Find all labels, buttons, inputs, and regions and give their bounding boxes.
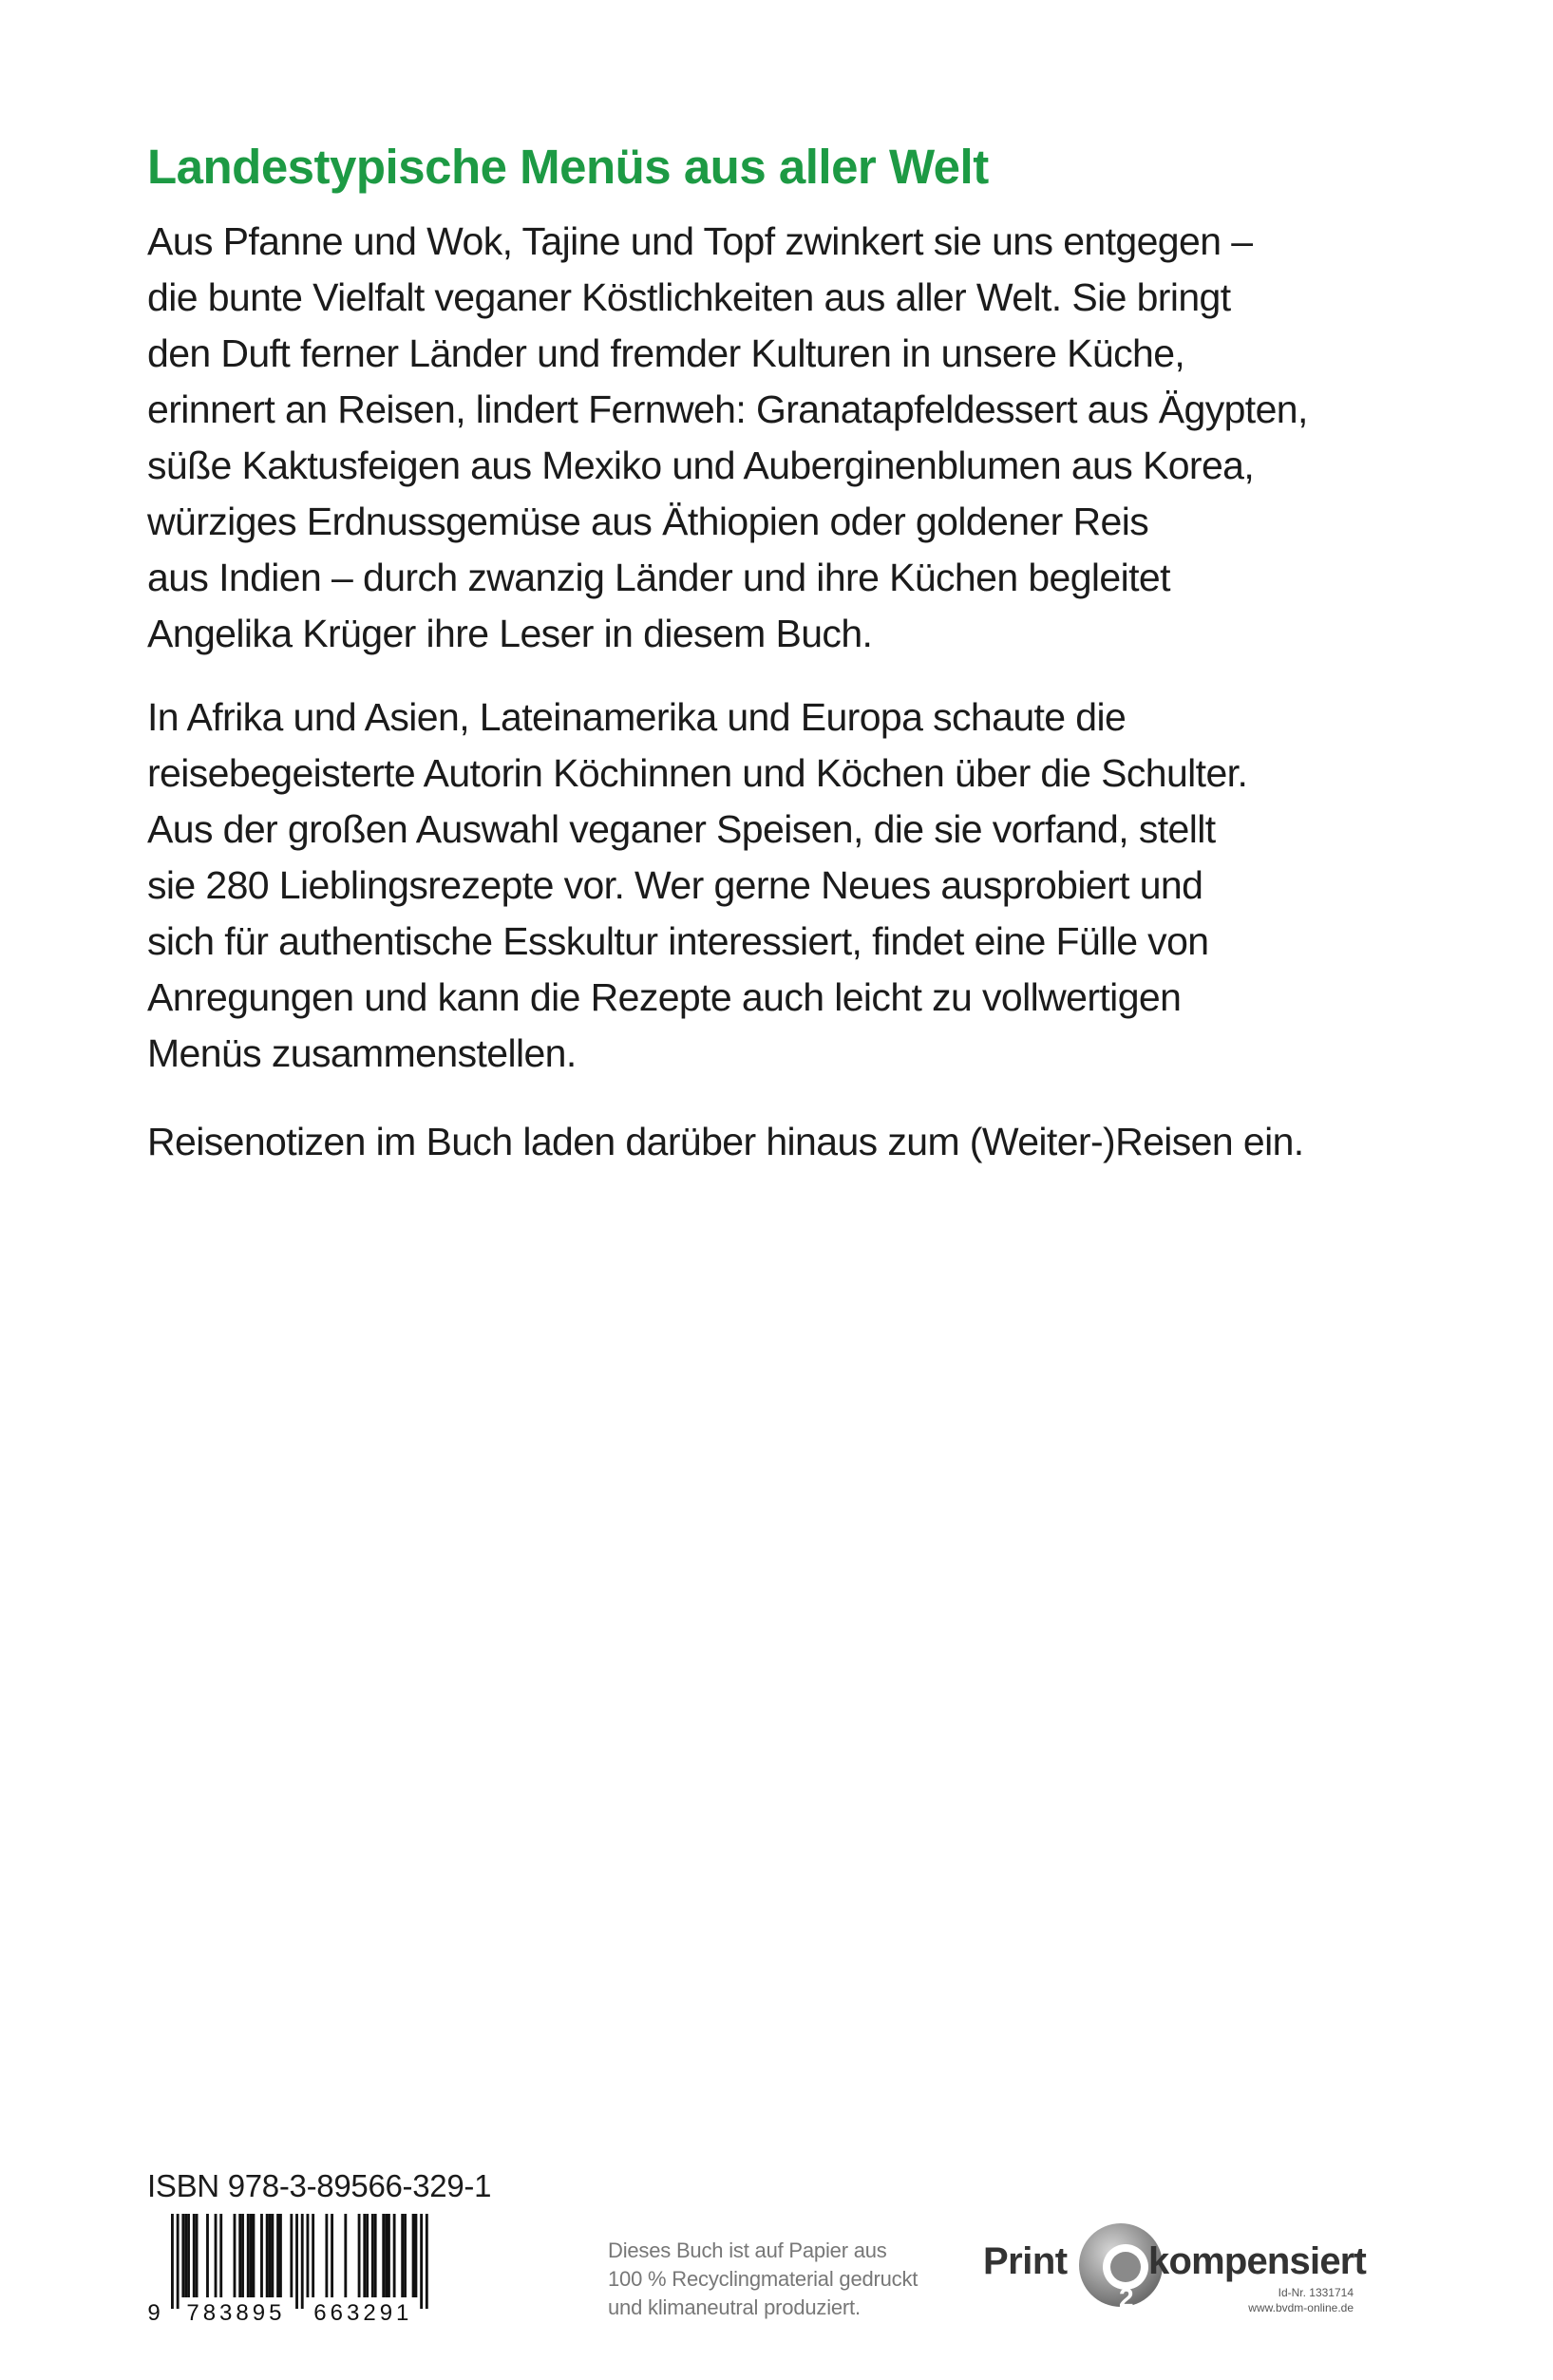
barcode-bar [301, 2214, 304, 2309]
barcode-bar [253, 2214, 256, 2297]
barcode-bar [331, 2214, 333, 2297]
text-line: Menüs zusammenstellen. [147, 1031, 577, 1075]
print-co2-compensated-logo [983, 2218, 1367, 2322]
text-line: reisebegeisterte Autorin Köchinnen und Köchen über die Schulter. [147, 751, 1248, 795]
barcode-digit-group: 783895 [186, 2300, 286, 2324]
barcode-bar [184, 2214, 187, 2297]
barcode-bar [312, 2214, 314, 2297]
barcode-bars [171, 2214, 428, 2309]
barcode-bar [415, 2214, 418, 2297]
text-line: die bunte Vielfalt veganer Köstlichkeiten aus aller Welt. Sie bringt [147, 275, 1231, 319]
barcode-bar [206, 2214, 209, 2297]
barcode-bar [344, 2214, 347, 2297]
recycle-note-line: 100 % Recyclingmaterial gedruckt [608, 2267, 919, 2291]
barcode-bar [260, 2214, 263, 2297]
barcode-bar [404, 2214, 407, 2297]
barcode [142, 2210, 446, 2324]
text-line: sie 280 Lieblingsrezepte vor. Wer gerne Neues ausprobiert und [147, 863, 1203, 907]
barcode-bar [382, 2214, 385, 2297]
text-line: sich für authentische Esskultur interessiert, findet eine Fülle von [147, 919, 1209, 963]
text-line: aus Indien – durch zwanzig Länder und ihre Küchen begleitet [147, 556, 1170, 599]
barcode-bar [426, 2214, 428, 2309]
cover-heading: Landestypische Menüs aus aller Welt [147, 140, 989, 194]
recycle-note-line: Dieses Buch ist auf Papier aus [608, 2238, 887, 2262]
barcode-bar [219, 2214, 222, 2297]
barcode-bar [177, 2214, 180, 2309]
barcode-bar [385, 2214, 388, 2297]
text-line: süße Kaktusfeigen aus Mexiko und Auberginenblumen aus Korea, [147, 444, 1255, 487]
barcode-bar [215, 2214, 218, 2297]
barcode-bar [247, 2214, 250, 2297]
logo-print-text: Print [983, 2240, 1068, 2282]
barcode-bar [366, 2214, 369, 2297]
barcode-bar [420, 2214, 423, 2309]
barcode-bar [290, 2214, 293, 2297]
barcode-bar [371, 2214, 374, 2297]
barcode-bar [393, 2214, 396, 2297]
text-line: Angelika Krüger ihre Leser in diesem Buch. [147, 612, 873, 655]
text-line: Anregungen und kann die Rezepte auch leicht zu vollwertigen [147, 975, 1182, 1019]
text-line: Aus Pfanne und Wok, Tajine und Topf zwinkert sie uns entgegen – [147, 219, 1253, 263]
barcode-bar [269, 2214, 272, 2297]
logo-kompensiert-text: kompensiert [1148, 2240, 1367, 2282]
recycle-note-line: und klimaneutral produziert. [608, 2295, 861, 2319]
barcode-bar [266, 2214, 269, 2297]
logo-id-number: Id-Nr. 1331714 [1278, 2286, 1354, 2299]
barcode-bar [187, 2214, 190, 2297]
text-line: Reisenotizen im Buch laden darüber hinaus zum (Weiter-)Reisen ein. [147, 1120, 1304, 1163]
barcode-bar [276, 2214, 279, 2297]
barcode-bar [325, 2214, 328, 2297]
description-paragraph-3 [147, 1114, 1304, 1170]
barcode-bar [181, 2214, 184, 2297]
text-line: Aus der großen Auswahl veganer Speisen, die sie vorfand, stellt [147, 807, 1216, 851]
barcode-bar [271, 2214, 274, 2297]
barcode-bar [412, 2214, 415, 2297]
barcode-bar [401, 2214, 404, 2297]
barcode-bar [307, 2214, 310, 2297]
barcode-bar [193, 2214, 196, 2297]
description-paragraph-2 [147, 689, 1247, 1082]
barcode-digit-group: 663291 [313, 2300, 413, 2324]
text-line: In Afrika und Asien, Lateinamerika und Europa schaute die [147, 695, 1127, 739]
recycle-note [608, 2237, 918, 2322]
barcode-bar [196, 2214, 199, 2297]
barcode-bar [388, 2214, 390, 2297]
text-line: erinnert an Reisen, lindert Fernweh: Granatapfeldessert aus Ägypten, [147, 387, 1308, 431]
barcode-bar [363, 2214, 366, 2297]
barcode-digit-group: 9 [147, 2300, 164, 2324]
barcode-bar [171, 2214, 174, 2309]
barcode-bar [250, 2214, 253, 2297]
logo-url: www.bvdm-online.de [1248, 2301, 1354, 2314]
barcode-bar [238, 2214, 241, 2297]
barcode-digits [147, 2300, 412, 2324]
logo-subscript: 2 [1119, 2283, 1134, 2313]
barcode-bar [374, 2214, 377, 2297]
barcode-bar [358, 2214, 361, 2297]
barcode-bar [279, 2214, 282, 2297]
barcode-bar [295, 2214, 298, 2309]
text-line: den Duft ferner Länder und fremder Kulturen in unsere Küche, [147, 331, 1185, 375]
description-paragraph-1 [147, 214, 1308, 662]
isbn-label: ISBN 978-3-89566-329-1 [147, 2168, 492, 2203]
barcode-bar [234, 2214, 237, 2297]
barcode-bar [241, 2214, 244, 2297]
text-line: würziges Erdnussgemüse aus Äthiopien oder goldener Reis [147, 500, 1149, 543]
